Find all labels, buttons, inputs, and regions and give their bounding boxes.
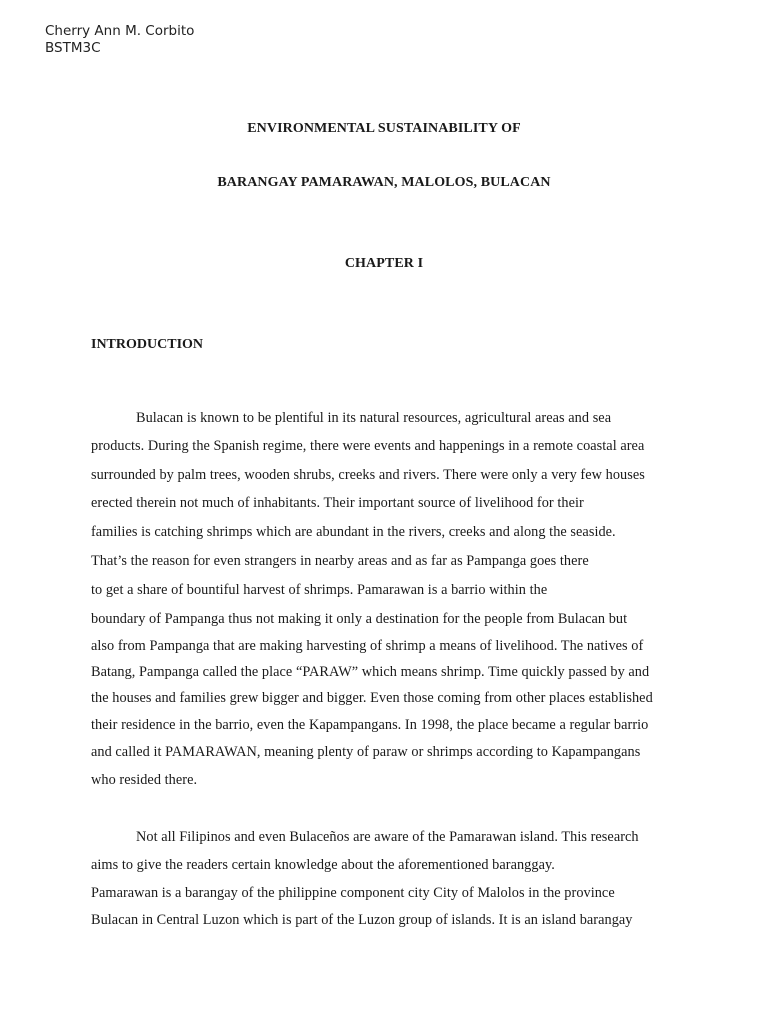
section-heading: INTRODUCTION — [91, 337, 204, 352]
paragraph-line: Bulacan is known to be plentiful in its natural resources, agricultural areas and sea — [136, 410, 612, 426]
author-header — [45, 23, 194, 57]
paragraph-line: also from Pampanga that are making harvesting of shrimp a means of livelihood. The natives of — [91, 638, 644, 654]
title-line-2: BARANGAY PAMARAWAN, MALOLOS, BULACAN — [217, 175, 551, 190]
paragraph-line: Pamarawan is a barangay of the philippine component city City of Malolos in the province — [91, 885, 615, 901]
paragraph-line: That’s the reason for even strangers in nearby areas and as far as Pampanga goes there — [91, 553, 589, 569]
paragraph-line: families is catching shrimps which are abundant in the rivers, creeks and along the seaside. — [91, 524, 616, 540]
paragraph-line: their residence in the barrio, even the Kapampangans. In 1998, the place became a regular barrio — [91, 717, 649, 733]
paragraph-line: aims to give the readers certain knowledge about the aforementioned baranggay. — [91, 857, 555, 873]
paragraph-line: the houses and families grew bigger and bigger. Even those coming from other places established — [91, 690, 653, 706]
author-name: Cherry Ann M. Corbito — [45, 23, 195, 39]
paragraph-line: Batang, Pampanga called the place “PARAW” which means shrimp. Time quickly passed by and — [91, 664, 650, 680]
paragraph-line: Not all Filipinos and even Bulaceños are aware of the Pamarawan island. This research — [136, 829, 639, 845]
paragraph-line: boundary of Pampanga thus not making it only a destination for the people from Bulacan but — [91, 611, 628, 627]
class-section: BSTM3C — [45, 40, 101, 56]
paragraph-line: Bulacan in Central Luzon which is part of the Luzon group of islands. It is an island barangay — [91, 912, 633, 928]
paragraph-line: and called it PAMARAWAN, meaning plenty of paraw or shrimps according to Kapampangans — [91, 744, 641, 760]
paragraph-line: erected therein not much of inhabitants. Their important source of livelihood for their — [91, 495, 584, 511]
title-line-1: ENVIRONMENTAL SUSTAINABILITY OF — [247, 121, 521, 136]
paragraph-line: who resided there. — [91, 772, 198, 788]
paragraph-line: to get a share of bountiful harvest of shrimps. Pamarawan is a barrio within the — [91, 582, 548, 598]
chapter-title: CHAPTER I — [344, 256, 424, 271]
paragraph-line: surrounded by palm trees, wooden shrubs, creeks and rivers. There were only a very few houses — [91, 467, 645, 483]
paragraph-line: products. During the Spanish regime, there were events and happenings in a remote coastal area — [91, 438, 645, 454]
